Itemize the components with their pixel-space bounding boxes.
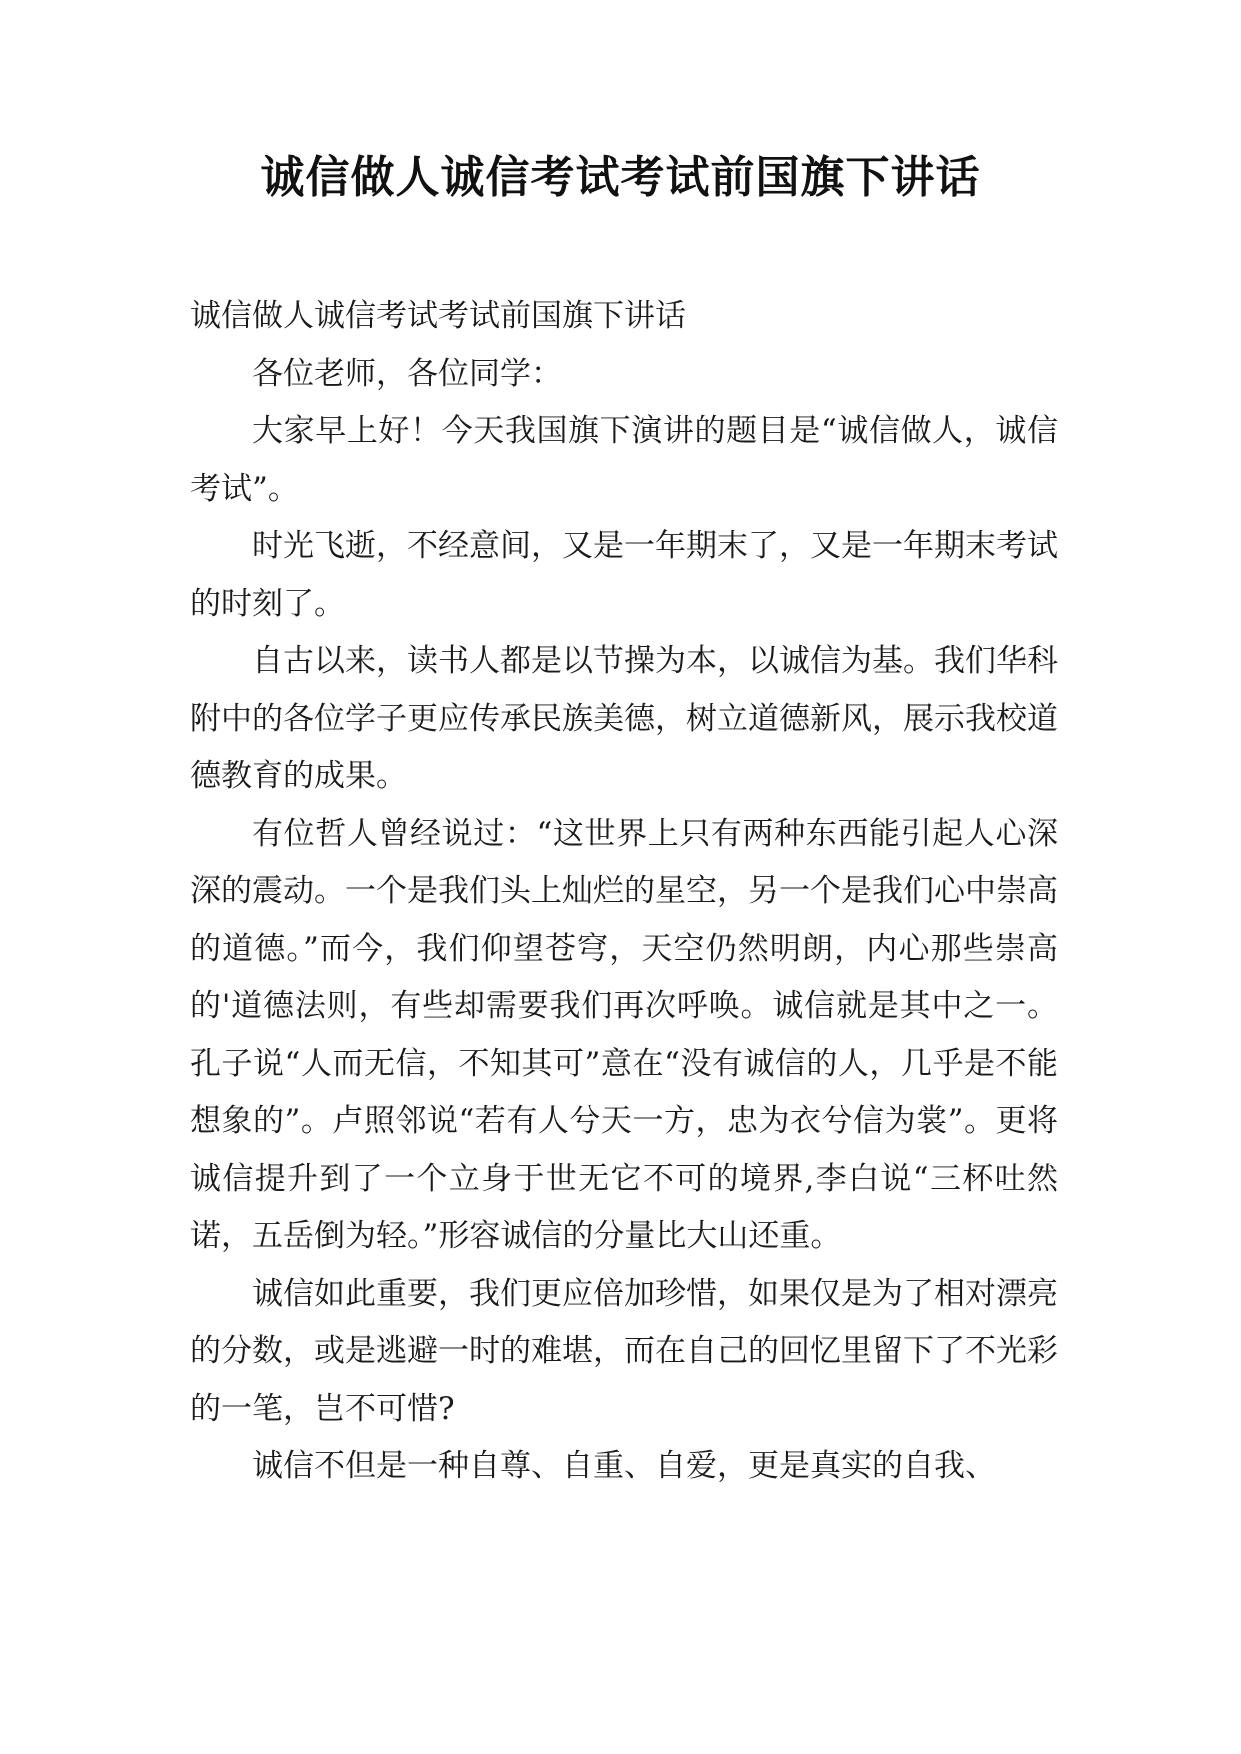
document-subtitle: 诚信做人诚信考试考试前国旗下讲话 <box>190 298 686 334</box>
paragraph-opening: 大家早上好！今天我国旗下演讲的题目是“诚信做人，诚信考试”。 <box>190 413 1058 507</box>
document-body <box>190 288 1058 1496</box>
paragraph-greeting: 各位老师，各位同学： <box>252 355 562 392</box>
paragraph-tradition: 自古以来，读书人都是以节操为本，以诚信为基。我们华科附中的各位学子更应传承民族美德，树立道德新风，展示我校道德教育的成果。 <box>190 643 1058 794</box>
paragraph-philosopher: 有位哲人曾经说过：“这世界上只有两种东西能引起人心深深的震动。一个是我们头上灿烂的星空，另一个是我们心中崇高的道德。”而今，我们仰望苍穹，天空仍然明朗，内心那些崇高的'道德法则，有些却需要我们再次呼唤。诚信就是其中之一。孔子说“人而无信，不知其可”意在“没有诚信的人，几乎是不能想象的”。卢照邻说“若有人兮天一方，忠为衣兮信为裳”。更将诚信提升到了一个立身于世无它不可的境界,李白说“三杯吐然诺，五岳倒为轻。”形容诚信的分量比大山还重。 <box>190 815 1058 1254</box>
document-title: 诚信做人诚信考试考试前国旗下讲话 <box>260 152 981 203</box>
paragraph-cherish: 诚信如此重要，我们更应倍加珍惜，如果仅是为了相对漂亮的分数，或是逃避一时的难堪，而在自己的回忆里留下了不光彩的一笔，岂不可惜? <box>190 1275 1058 1427</box>
paragraph-time: 时光飞逝，不经意间，又是一年期末了，又是一年期末考试的时刻了。 <box>190 528 1058 622</box>
paragraph-self-respect: 诚信不但是一种自尊、自重、自爱，更是真实的自我、 <box>252 1448 996 1484</box>
